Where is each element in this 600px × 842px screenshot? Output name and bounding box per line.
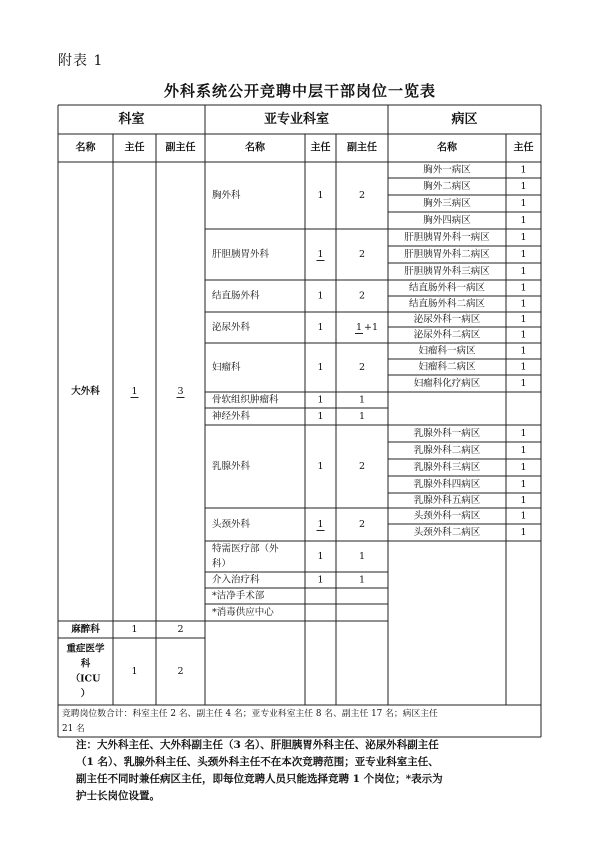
ward-director: 1 xyxy=(520,345,527,357)
summary-line: 竞聘岗位数合计：科室主任 2 名、副主任 4 名；亚专业科室主任 8 名、副主任 17 名；病区主任 xyxy=(62,709,438,719)
sub-name: 乳腺外科 xyxy=(212,461,251,472)
sub-name: 科） xyxy=(212,558,232,570)
sub-deputy: 2 xyxy=(358,461,366,472)
sub-deputy: 1 xyxy=(358,394,366,406)
sub-deputy: 2 xyxy=(358,362,366,373)
ward-director: 1 xyxy=(520,527,527,538)
ward-director: 1 xyxy=(520,282,527,294)
ward-director: 1 xyxy=(520,428,527,439)
sub-deputy: 1 xyxy=(355,322,363,333)
ward-name: 胸外一病区 xyxy=(423,164,471,176)
ward-director: 1 xyxy=(520,378,527,389)
header-name: 名称 xyxy=(75,142,96,154)
ward-name: 胸外二病区 xyxy=(423,181,471,192)
footnote xyxy=(76,737,536,805)
ward-director: 1 xyxy=(520,266,527,277)
dept-name: 大外科 xyxy=(71,386,100,397)
ward-name: 结直肠外科二病区 xyxy=(408,298,486,310)
ward-name: 妇瘤科化疗病区 xyxy=(413,378,481,389)
sub-director: 1 xyxy=(317,322,324,333)
ward-director: 1 xyxy=(520,249,527,260)
sub-name: 骨软组织肿瘤科 xyxy=(212,394,279,406)
sub-deputy: 2 xyxy=(358,249,366,260)
header-deputy: 副主任 xyxy=(347,142,377,154)
ward-director: 1 xyxy=(520,510,527,522)
sub-name: 胸外科 xyxy=(212,190,241,201)
sub-name: *消毒供应中心 xyxy=(212,607,274,618)
ward-director: 1 xyxy=(520,232,527,243)
footnote-line: 副主任不同时兼任病区主任，即每位竞聘人员只能选择竞聘 1 个岗位；*表示为 xyxy=(76,773,443,785)
sub-name: 神经外科 xyxy=(212,411,251,422)
header-director: 主任 xyxy=(124,142,145,154)
dept-deputy: 2 xyxy=(177,666,184,677)
header-dept: 科室 xyxy=(118,112,145,127)
sub-deputy: 1 xyxy=(358,551,366,562)
ward-director: 1 xyxy=(520,329,527,341)
ward-director: 1 xyxy=(520,181,527,192)
ward-name: 肝胆胰胃外科三病区 xyxy=(404,266,490,277)
dept-name: 麻醉科 xyxy=(71,624,100,635)
footnote-line: 注：大外科主任、大外科副主任（3 名）、肝胆胰胃外科主任、泌尿外科副主任 xyxy=(76,739,439,751)
sub-director: 1 xyxy=(317,290,324,302)
ward-name: 乳腺外科三病区 xyxy=(413,462,481,473)
sub-director: 1 xyxy=(317,574,324,586)
ward-name: 胸外四病区 xyxy=(423,215,471,226)
ward-director: 1 xyxy=(520,215,527,226)
dept-deputy: 3 xyxy=(177,386,184,397)
ward-name: 乳腺外科五病区 xyxy=(413,495,481,506)
dept-name-line: 科 xyxy=(80,658,91,670)
ward-name: 泌尿外科二病区 xyxy=(413,329,481,341)
header-ward: 病区 xyxy=(451,112,478,127)
appendix-label: 附表 1 xyxy=(58,53,104,69)
sub-name: *洁净手术部 xyxy=(212,590,265,602)
sub-director: 1 xyxy=(317,190,324,201)
ward-name: 头颈外科一病区 xyxy=(413,510,481,522)
summary-line: 21 名 xyxy=(62,724,85,734)
header-deputy: 副主任 xyxy=(165,142,196,154)
ward-name: 结直肠外科一病区 xyxy=(408,282,486,294)
dept-name-line: ） xyxy=(80,688,91,700)
sub-director: 1 xyxy=(317,411,324,422)
ward-name: 胸外三病区 xyxy=(423,198,471,209)
ward-director: 1 xyxy=(520,462,527,473)
sub-name: 介入治疗科 xyxy=(212,574,260,586)
header-director: 主任 xyxy=(513,142,534,154)
ward-director: 1 xyxy=(520,198,527,209)
page-title: 外科系统公开竞聘中层干部岗位一览表 xyxy=(163,82,436,100)
footnote-line: 护士长岗位设置。 xyxy=(76,790,160,802)
ward-name: 妇瘤科二病区 xyxy=(418,361,476,373)
sub-name: 结直肠外科 xyxy=(212,290,260,302)
sub-name: 特需医疗部（外 xyxy=(212,543,279,555)
sub-deputy: 2 xyxy=(358,190,366,201)
ward-director: 1 xyxy=(520,164,527,176)
header-subspecialty: 亚专业科室 xyxy=(263,112,330,127)
sub-name: 肝胆胰胃外科 xyxy=(212,249,270,260)
dept-name-line: 重症医学 xyxy=(66,643,105,655)
sub-director: 1 xyxy=(317,551,324,562)
ward-director: 1 xyxy=(520,361,527,373)
sub-director: 1 xyxy=(317,461,324,472)
dept-director: 1 xyxy=(131,386,138,397)
table-cells xyxy=(62,111,534,734)
ward-director: 1 xyxy=(520,298,527,310)
sub-deputy: 1 xyxy=(358,411,366,422)
footnote-line: （1 名）、乳腺外科主任、头颈外科主任不在本次竞聘范围；亚专业科室主任、 xyxy=(76,756,439,768)
sub-director: 1 xyxy=(317,249,324,260)
ward-name: 乳腺外科四病区 xyxy=(413,479,481,490)
sub-name: 头颈外科 xyxy=(212,519,251,530)
sub-deputy: 2 xyxy=(358,519,366,530)
sub-deputy-suffix: +1 xyxy=(364,322,379,333)
sub-director: 1 xyxy=(317,362,324,373)
sub-name: 妇瘤科 xyxy=(212,362,241,373)
ward-director: 1 xyxy=(520,495,527,506)
header-director: 主任 xyxy=(310,142,331,154)
ward-name: 头颈外科二病区 xyxy=(413,527,481,538)
sub-deputy: 2 xyxy=(358,290,366,302)
sub-name: 泌尿外科 xyxy=(212,322,251,333)
sub-deputy: 1 xyxy=(358,574,366,586)
ward-director: 1 xyxy=(520,445,527,456)
ward-name: 乳腺外科二病区 xyxy=(413,445,481,456)
ward-name: 乳腺外科一病区 xyxy=(413,428,481,439)
dept-director: 1 xyxy=(131,624,138,635)
header-name: 名称 xyxy=(245,142,265,154)
sub-director: 1 xyxy=(317,394,324,406)
ward-director: 1 xyxy=(520,314,527,325)
ward-name: 肝胆胰胃外科二病区 xyxy=(404,249,490,260)
dept-director: 1 xyxy=(131,666,138,677)
ward-name: 泌尿外科一病区 xyxy=(413,314,481,325)
ward-name: 妇瘤科一病区 xyxy=(418,345,476,357)
sub-director: 1 xyxy=(317,519,324,530)
header-name: 名称 xyxy=(437,142,457,154)
ward-director: 1 xyxy=(520,479,527,490)
dept-deputy: 2 xyxy=(177,624,184,635)
dept-name-line: （ICU xyxy=(70,673,101,685)
ward-name: 肝胆胰胃外科一病区 xyxy=(404,232,490,243)
